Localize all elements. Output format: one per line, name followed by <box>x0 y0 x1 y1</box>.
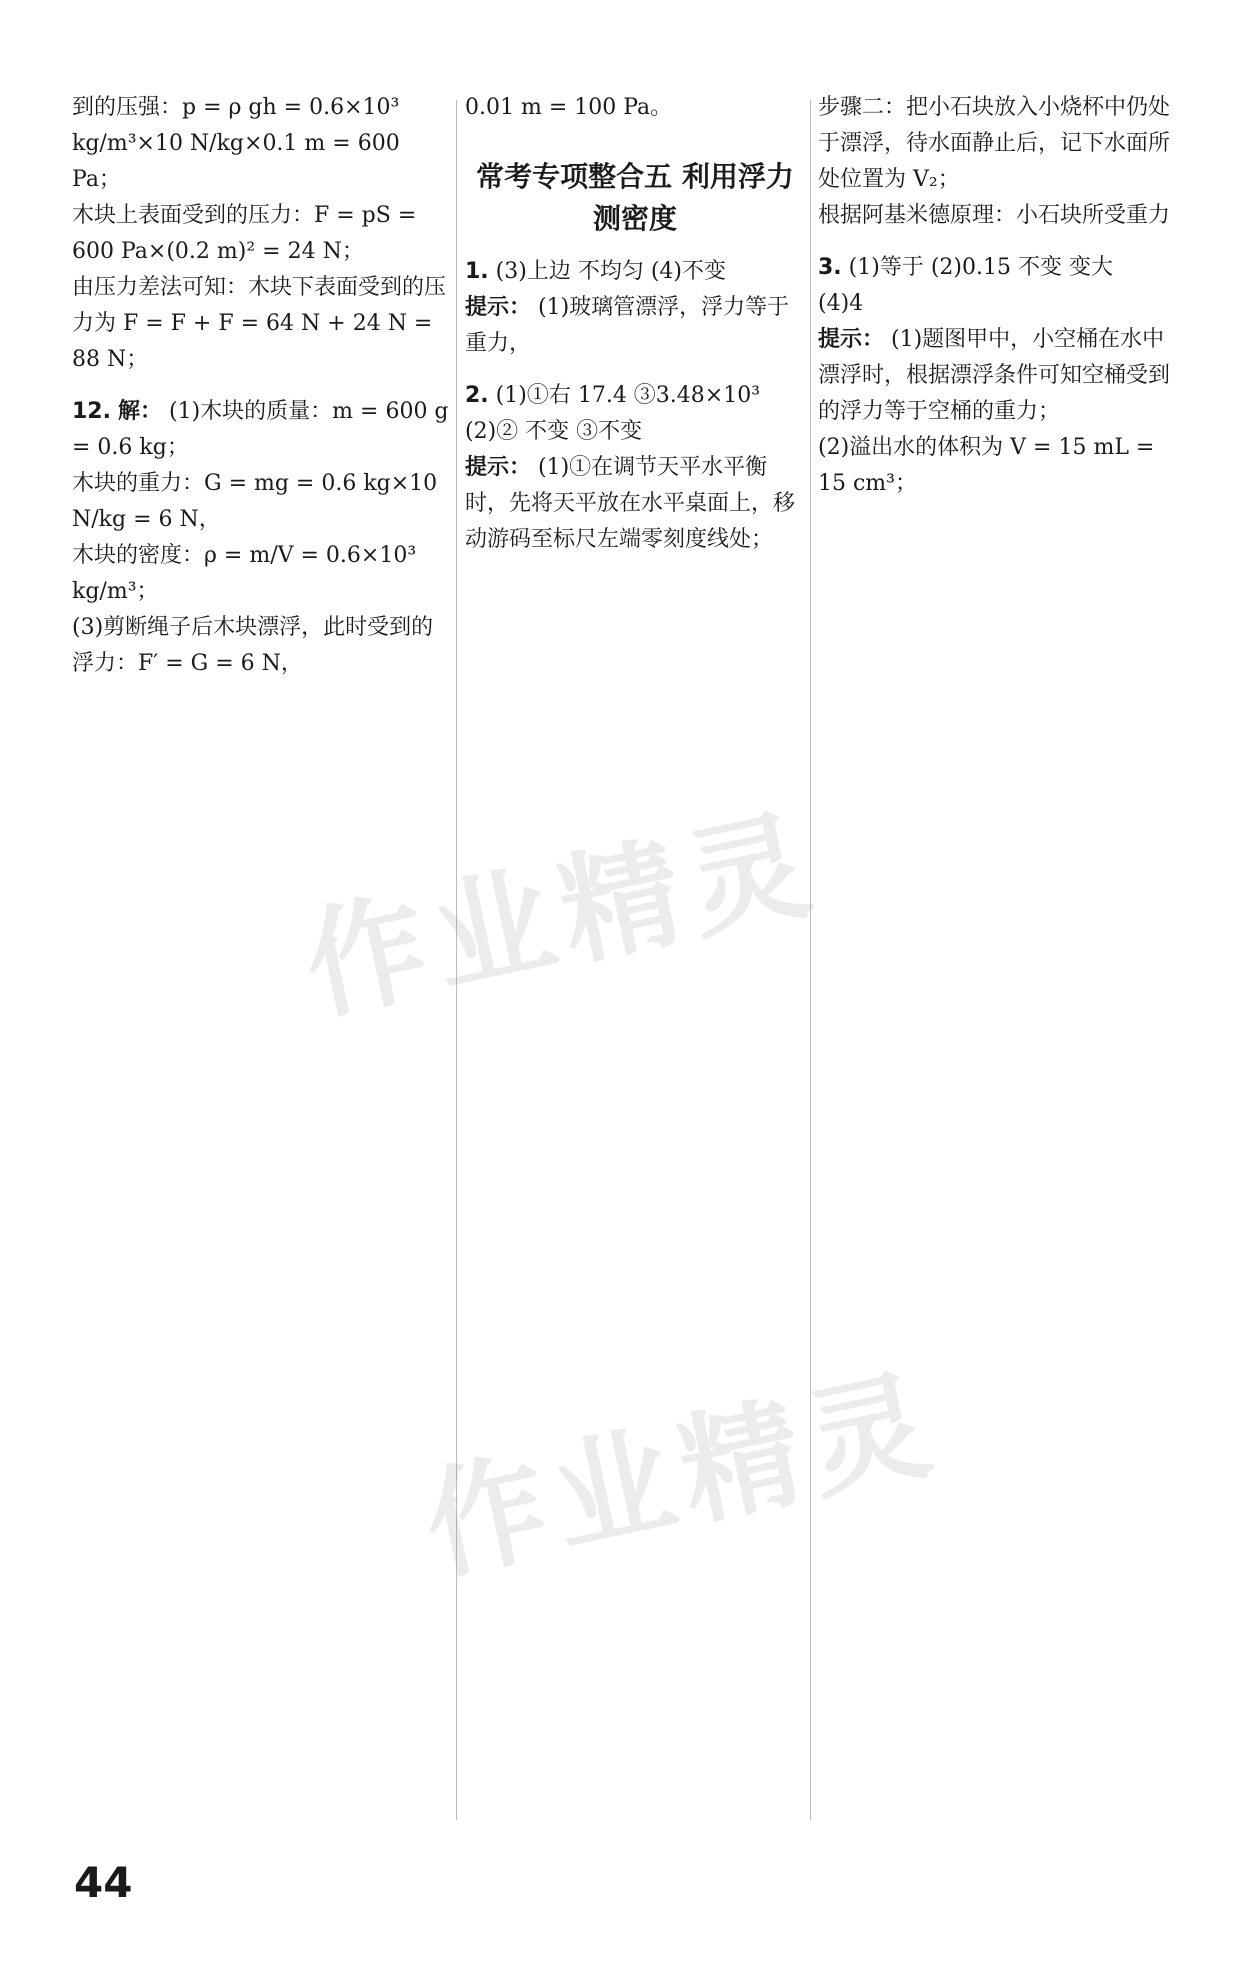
question-12-text: (1)木块的质量：m = 600 g = 0.6 kg； <box>72 399 449 460</box>
watermark: 作业精灵 <box>413 1354 951 1599</box>
question-1-hint <box>465 290 805 362</box>
question-1-line: (3)上边 不均匀 (4)不变 <box>495 259 726 284</box>
question-3-line3: (2)溢出水的体积为 V = 15 mL = 15 cm³； <box>818 435 1155 496</box>
col3-line2: 根据阿基米德原理：小石块所受重力 <box>818 203 1171 228</box>
question-1 <box>465 254 805 290</box>
hint-label: 提示： <box>465 455 532 480</box>
question-3-number: 3. <box>818 255 842 280</box>
col2-top: 0.01 m = 100 Pa。 <box>465 95 673 120</box>
column-divider-2 <box>810 100 811 1820</box>
question-12-number: 12. <box>72 399 111 424</box>
question-2-line2: (2)② 不变 ③不变 <box>465 419 643 444</box>
question-3-hint-text: (1)题图甲中，小空桶在水中漂浮时，根据漂浮条件可知空桶受到的浮力等于空桶的重力； <box>818 327 1171 424</box>
watermark: 作业精灵 <box>293 794 831 1039</box>
col1-line1: 到的压强：p = ρ gh = 0.6×10³ kg/m³×10 N/kg×0.1 m = 600 Pa； <box>72 95 400 192</box>
question-2 <box>465 378 805 414</box>
col1-line2: 木块上表面受到的压力：F = pS = 600 Pa×(0.2 m)² = 24 N； <box>72 203 417 264</box>
question-2-number: 2. <box>465 383 489 408</box>
answer-column-1 <box>72 90 452 682</box>
question-2-hint-text: (1)①在调节天平水平衡时，先将天平放在水平桌面上，移动游码至标尺左端零刻度线处； <box>465 455 796 552</box>
question-2-hint <box>465 450 805 558</box>
hint-label: 提示： <box>465 295 532 320</box>
question-12-line4: (3)剪断绳子后木块漂浮，此时受到的浮力：F′ = G = 6 N， <box>72 615 434 676</box>
section-heading: 常考专项整合五 利用浮力测密度 <box>476 160 794 235</box>
question-3-line2: (4)4 <box>818 291 864 316</box>
page-number: 44 <box>74 1858 133 1907</box>
question-3-line: (1)等于 (2)0.15 不变 变大 <box>848 255 1113 280</box>
question-12 <box>72 394 452 466</box>
col1-line3: 由压力差法可知：木块下表面受到的压力为 F = F + F = 64 N + 24 N = 88 N； <box>72 275 447 372</box>
answer-column-3 <box>818 90 1183 502</box>
question-12-line3: 木块的密度：ρ = m/V = 0.6×10³ kg/m³； <box>72 543 417 604</box>
question-3 <box>818 250 1183 286</box>
hint-label: 提示： <box>818 327 885 352</box>
answer-label: 解： <box>117 399 162 424</box>
question-3-hint <box>818 322 1183 430</box>
question-1-hint-text: (1)玻璃管漂浮，浮力等于重力， <box>465 295 790 356</box>
question-2-line: (1)①右 17.4 ③3.48×10³ <box>495 383 761 408</box>
question-1-number: 1. <box>465 259 489 284</box>
col3-line1: 步骤二：把小石块放入小烧杯中仍处于漂浮，待水面静止后，记下水面所处位置为 V₂； <box>818 95 1171 192</box>
question-12-line2: 木块的重力：G = mg = 0.6 kg×10 N/kg = 6 N， <box>72 471 438 532</box>
answer-column-2 <box>465 90 805 558</box>
